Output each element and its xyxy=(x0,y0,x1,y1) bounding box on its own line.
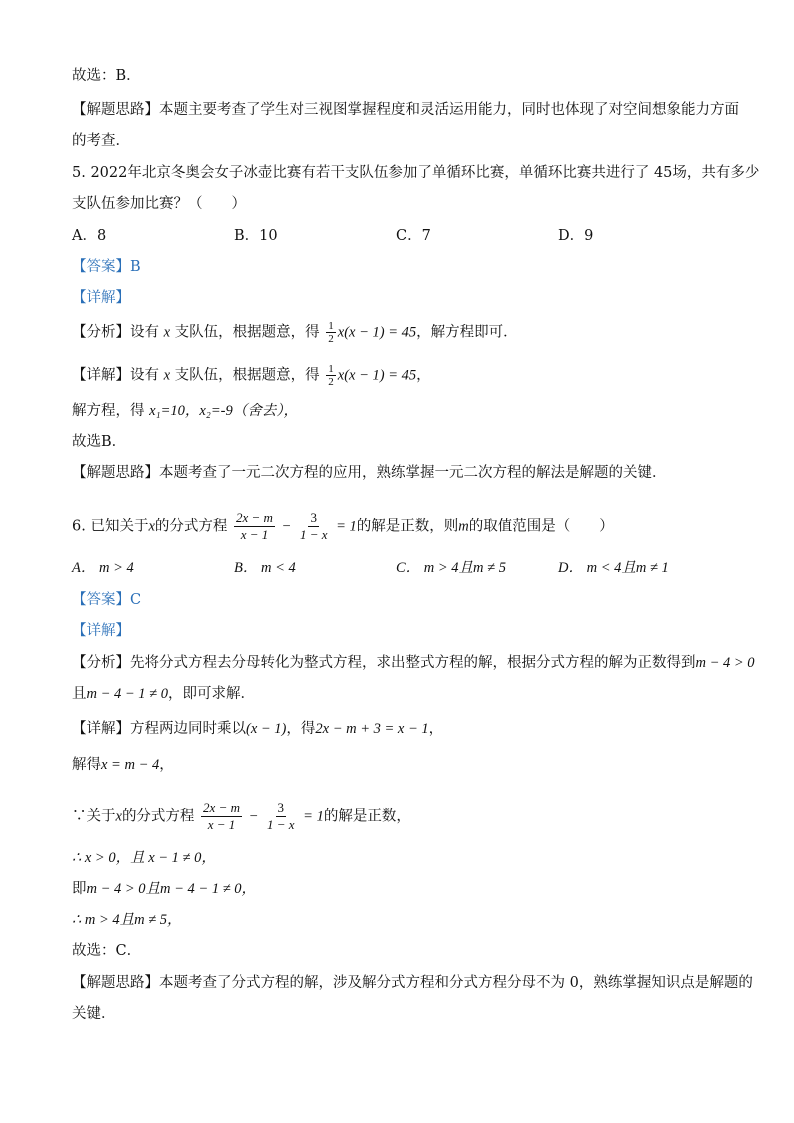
q5-stem-line2: 支队伍参加比赛？（ ） xyxy=(72,196,246,212)
answer-choice-line: 故选：B． xyxy=(72,68,141,84)
half-fraction: $\frac{1}{2}$ xyxy=(328,320,334,345)
q6-detail-step5: 即m − 4 > 0且m − 4 − 1 ≠ 0， xyxy=(72,881,257,897)
q6-analysis-line2: 且m − 4 − 1 ≠ 0，即可求解． xyxy=(72,686,255,702)
thinking-line-cont: 的考查． xyxy=(72,133,130,149)
q5-detail-heading: 【详解】 xyxy=(72,290,130,306)
q6-option-d: D． m < 4且m ≠ 1 xyxy=(558,560,669,576)
q6-option-a: A． m > 4 xyxy=(72,560,134,576)
q5-thinking: 【解题思路】本题考查了一元二次方程的应用，熟练掌握一元二次方程的解法是解题的关键． xyxy=(72,465,667,481)
q6-detail-step4: ∴ x > 0，且 x − 1 ≠ 0， xyxy=(72,850,216,866)
q6-detail-step1: 【详解】方程两边同时乘以(x − 1)，得2x − m + 3 = x − 1， xyxy=(72,721,444,737)
q5-solve: 解方程，得 x₁=10，x₂=-9（舍去）， xyxy=(72,403,298,419)
q5-detail: 【详解】设有 x 支队伍，根据题意，得 $\frac{1}{2}$ x(x − 1) = 45， xyxy=(72,363,431,388)
q5-option-a: A．8 xyxy=(72,228,107,244)
q6-detail-step3: ∵关于x的分式方程 $\frac{2x - m}{x - 1}$ − $\frac{3}{1 - x}$ = 1的解是正数， xyxy=(72,800,411,832)
q6-option-c: C． m > 4且m ≠ 5 xyxy=(396,560,506,576)
q6-thinking-line1: 【解题思路】本题考查了分式方程的解，涉及解分式方程和分式方程分母不为 0，熟练掌握知识点是解题的 xyxy=(72,975,753,991)
half-fraction: $\frac{1}{2}$ xyxy=(328,363,334,388)
q6-answer: 【答案】C xyxy=(72,592,142,608)
q5-option-c: C．7 xyxy=(396,228,431,244)
q5-answer: 【答案】B xyxy=(72,259,141,275)
fraction-2x-m-over-x-1: $\frac{2x - m}{x - 1}$ xyxy=(203,800,240,832)
q6-detail-heading: 【详解】 xyxy=(72,623,130,639)
fraction-2x-m-over-x-1: $\frac{2x - m}{x - 1}$ xyxy=(236,510,273,542)
q5-analysis: 【分析】设有 x 支队伍，根据题意，得 $\frac{1}{2}$ x(x − 1) = 45，解方程即可． xyxy=(72,320,518,345)
q6-option-b: B． m < 4 xyxy=(234,560,296,576)
q6-stem: 6. 已知关于x的分式方程 $\frac{2x - m}{x - 1}$ − $\frac{3}{1 - x}$ = 1的解是正数，则m的取值范围是（ ） xyxy=(72,510,614,542)
q6-detail-step2: 解得x = m − 4， xyxy=(72,757,174,773)
thinking-line: 【解题思路】本题主要考查了学生对三视图掌握程度和灵活运用能力，同时也体现了对空间想象能力方面 xyxy=(72,102,739,118)
q5-choose: 故选B． xyxy=(72,434,127,450)
q5-stem-line1: 5. 2022年北京冬奥会女子冰壶比赛有若干支队伍参加了单循环比赛，单循环比赛共进行了 45场，共有多少 xyxy=(72,165,760,181)
q5-option-b: B．10 xyxy=(234,228,278,244)
q6-analysis-line1: 【分析】先将分式方程去分母转化为整式方程，求出整式方程的解，根据分式方程的解为正数得到m − 4 > 0 xyxy=(72,655,755,671)
q6-detail-step6: ∴ m > 4且m ≠ 5， xyxy=(72,912,182,928)
fraction-3-over-1-x: $\frac{3}{1 - x}$ xyxy=(299,510,328,542)
q6-thinking-line2: 关键． xyxy=(72,1006,116,1022)
q6-choose: 故选：C． xyxy=(72,943,142,959)
fraction-3-over-1-x: $\frac{3}{1 - x}$ xyxy=(267,800,295,832)
q5-option-d: D．9 xyxy=(558,228,594,244)
